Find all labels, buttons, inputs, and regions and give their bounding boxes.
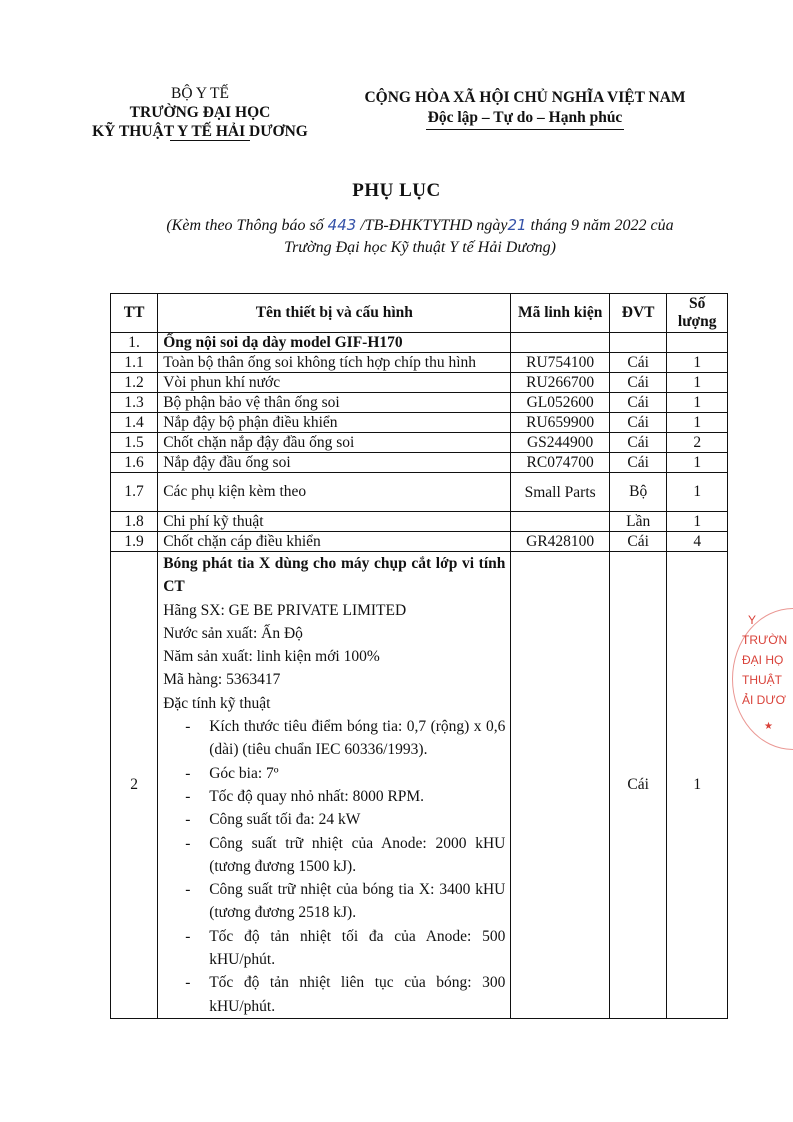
row-tt: 1.6: [111, 453, 158, 473]
table-row: [111, 512, 728, 532]
group-code: [511, 333, 610, 353]
row-code: GL052600: [511, 393, 610, 413]
group-unit: [609, 333, 666, 353]
table-row: [111, 453, 728, 473]
seal-text: Y: [748, 613, 757, 627]
row-qty: 1: [667, 353, 728, 373]
issuer-underline: [170, 140, 250, 141]
seal-star-icon: ★: [764, 721, 773, 732]
header-code: Mã linh kiện: [511, 294, 610, 333]
ministry-name: BỘ Y TẾ: [171, 85, 229, 102]
row-tt: 1.4: [111, 413, 158, 433]
item2-qty: 1: [667, 552, 728, 1019]
row-qty: 1: [667, 512, 728, 532]
row-tt: 1.7: [111, 473, 158, 512]
spec-item: - Công suất tối đa: 24 kW: [163, 808, 505, 831]
row-name: Chốt chặn nắp đậy đầu ống soi: [158, 433, 511, 453]
row-qty: 1: [667, 413, 728, 433]
row-unit: Cái: [609, 373, 666, 393]
item2-tt: 2: [111, 552, 158, 1019]
reference-text-2: /TB-ĐHKTYTHD ngày: [356, 217, 508, 234]
row-code: Small Parts: [511, 473, 610, 512]
header-name: Tên thiết bị và cấu hình: [158, 294, 511, 333]
spec-item: - Công suất trữ nhiệt của Anode: 2000 kHU (tương đương 1500 kJ).: [163, 832, 505, 879]
header-tt: TT: [111, 294, 158, 333]
item2-origin: Nước sản xuất: Ấn Độ: [163, 624, 303, 642]
item2-code: [511, 552, 610, 1019]
school-name-line1: TRƯỜNG ĐẠI HỌC: [129, 104, 271, 121]
reference-text-1: (Kèm theo Thông báo số: [166, 217, 328, 234]
row-unit: Cái: [609, 353, 666, 373]
reference-text-3: tháng 9 năm 2022 của: [526, 217, 674, 234]
group-row: [111, 333, 728, 353]
spec-item: - Kích thước tiêu điểm bóng tia: 0,7 (rộng) x 0,6 (dài) (tiêu chuẩn IEC 60336/1993).: [163, 715, 505, 762]
row-qty: 1: [667, 453, 728, 473]
seal-text: ẢI DƯƠ: [742, 693, 786, 707]
row-name: Nắp đậy đầu ống soi: [158, 453, 511, 473]
item2-year: Năm sản xuất: linh kiện mới 100%: [163, 648, 380, 666]
row-qty: 1: [667, 473, 728, 512]
row-code: RU754100: [511, 353, 610, 373]
handwritten-number: 443: [327, 216, 357, 234]
table-row: [111, 353, 728, 373]
table-row: [111, 433, 728, 453]
equipment-table: [110, 293, 728, 1019]
row-qty: 2: [667, 433, 728, 453]
row-code: GR428100: [511, 532, 610, 552]
group-qty: [667, 333, 728, 353]
row-unit: Cái: [609, 433, 666, 453]
group-name: Ống nội soi dạ dày model GIF-H170: [158, 333, 511, 353]
item2-title: Bóng phát tia X dùng cho máy chụp cắt lớp vi tính CT: [163, 555, 506, 596]
row-tt: 1.5: [111, 433, 158, 453]
row-name: Nắp đậy bộ phận điều khiển: [158, 413, 511, 433]
row-tt: 1.9: [111, 532, 158, 552]
item2-manufacturer: Hãng SX: GE BE PRIVATE LIMITED: [163, 601, 407, 619]
row-unit: Cái: [609, 393, 666, 413]
row-qty: 1: [667, 393, 728, 413]
header-unit: ĐVT: [609, 294, 666, 333]
row-name: Các phụ kiện kèm theo: [158, 473, 511, 512]
row-tt: 1.8: [111, 512, 158, 532]
row-qty: 1: [667, 373, 728, 393]
issuer-block: [60, 84, 340, 142]
row-code: RU659900: [511, 413, 610, 433]
row-name: Chi phí kỹ thuật: [158, 512, 511, 532]
row-tt: 1.1: [111, 353, 158, 373]
spec-item: - Tốc độ tản nhiệt liên tục của bóng: 300 kHU/phút.: [163, 971, 505, 1018]
spec-item: - Tốc độ tản nhiệt tối đa của Anode: 500 kHU/phút.: [163, 925, 505, 972]
row-code: GS244900: [511, 433, 610, 453]
row-name: Bộ phận bảo vệ thân ống soi: [158, 393, 511, 413]
row-unit: Lần: [609, 512, 666, 532]
spec-item: - Tốc độ quay nhỏ nhất: 8000 RPM.: [163, 785, 505, 808]
item2-specs-heading: Đặc tính kỹ thuật: [163, 694, 271, 712]
document-reference: [110, 214, 730, 259]
row-unit: Bộ: [609, 473, 666, 512]
row-code: RU266700: [511, 373, 610, 393]
table-row: [111, 473, 728, 512]
row-tt: 1.2: [111, 373, 158, 393]
row-tt: 1.3: [111, 393, 158, 413]
table-row: [111, 393, 728, 413]
header-qty: Số lượng: [667, 294, 728, 333]
item2-description: [158, 552, 511, 1019]
national-motto: Độc lập – Tự do – Hạnh phúc: [426, 108, 625, 130]
reference-text-line2: Trường Đại học Kỹ thuật Y tế Hải Dương): [284, 239, 556, 256]
item2-unit: Cái: [609, 552, 666, 1019]
row-unit: Cái: [609, 413, 666, 433]
row-name: Chốt chặn cáp điều khiển: [158, 532, 511, 552]
table-row: [111, 413, 728, 433]
handwritten-day: 21: [507, 216, 527, 234]
official-seal: [730, 608, 793, 758]
item2-row: [111, 552, 728, 1019]
national-header: [330, 88, 720, 130]
spec-item: - Công suất trữ nhiệt của bóng tia X: 3400 kHU (tương đương 2518 kJ).: [163, 878, 505, 925]
seal-text: ĐẠI HỌ: [742, 653, 784, 667]
row-unit: Cái: [609, 453, 666, 473]
row-code: [511, 512, 610, 532]
row-qty: 4: [667, 532, 728, 552]
page-title: PHỤ LỤC: [352, 180, 441, 201]
item2-spec-list: [163, 715, 505, 1018]
row-unit: Cái: [609, 532, 666, 552]
row-name: Vòi phun khí nước: [158, 373, 511, 393]
row-code: RC074700: [511, 453, 610, 473]
country-name: CỘNG HÒA XÃ HỘI CHỦ NGHĨA VIỆT NAM: [364, 89, 686, 106]
seal-text: TRƯỜN: [742, 633, 788, 647]
item2-item-code: Mã hàng: 5363417: [163, 671, 281, 689]
table-row: [111, 373, 728, 393]
school-name-line2: KỸ THUẬT Y TẾ HẢI DƯƠNG: [92, 123, 308, 140]
seal-text: THUẬT: [742, 673, 782, 687]
spec-item: - Góc bia: 7º: [163, 762, 505, 785]
table-header-row: [111, 294, 728, 333]
group-tt: 1.: [111, 333, 158, 353]
row-name: Toàn bộ thân ống soi không tích hợp chíp thu hình: [158, 353, 511, 373]
table-row: [111, 532, 728, 552]
